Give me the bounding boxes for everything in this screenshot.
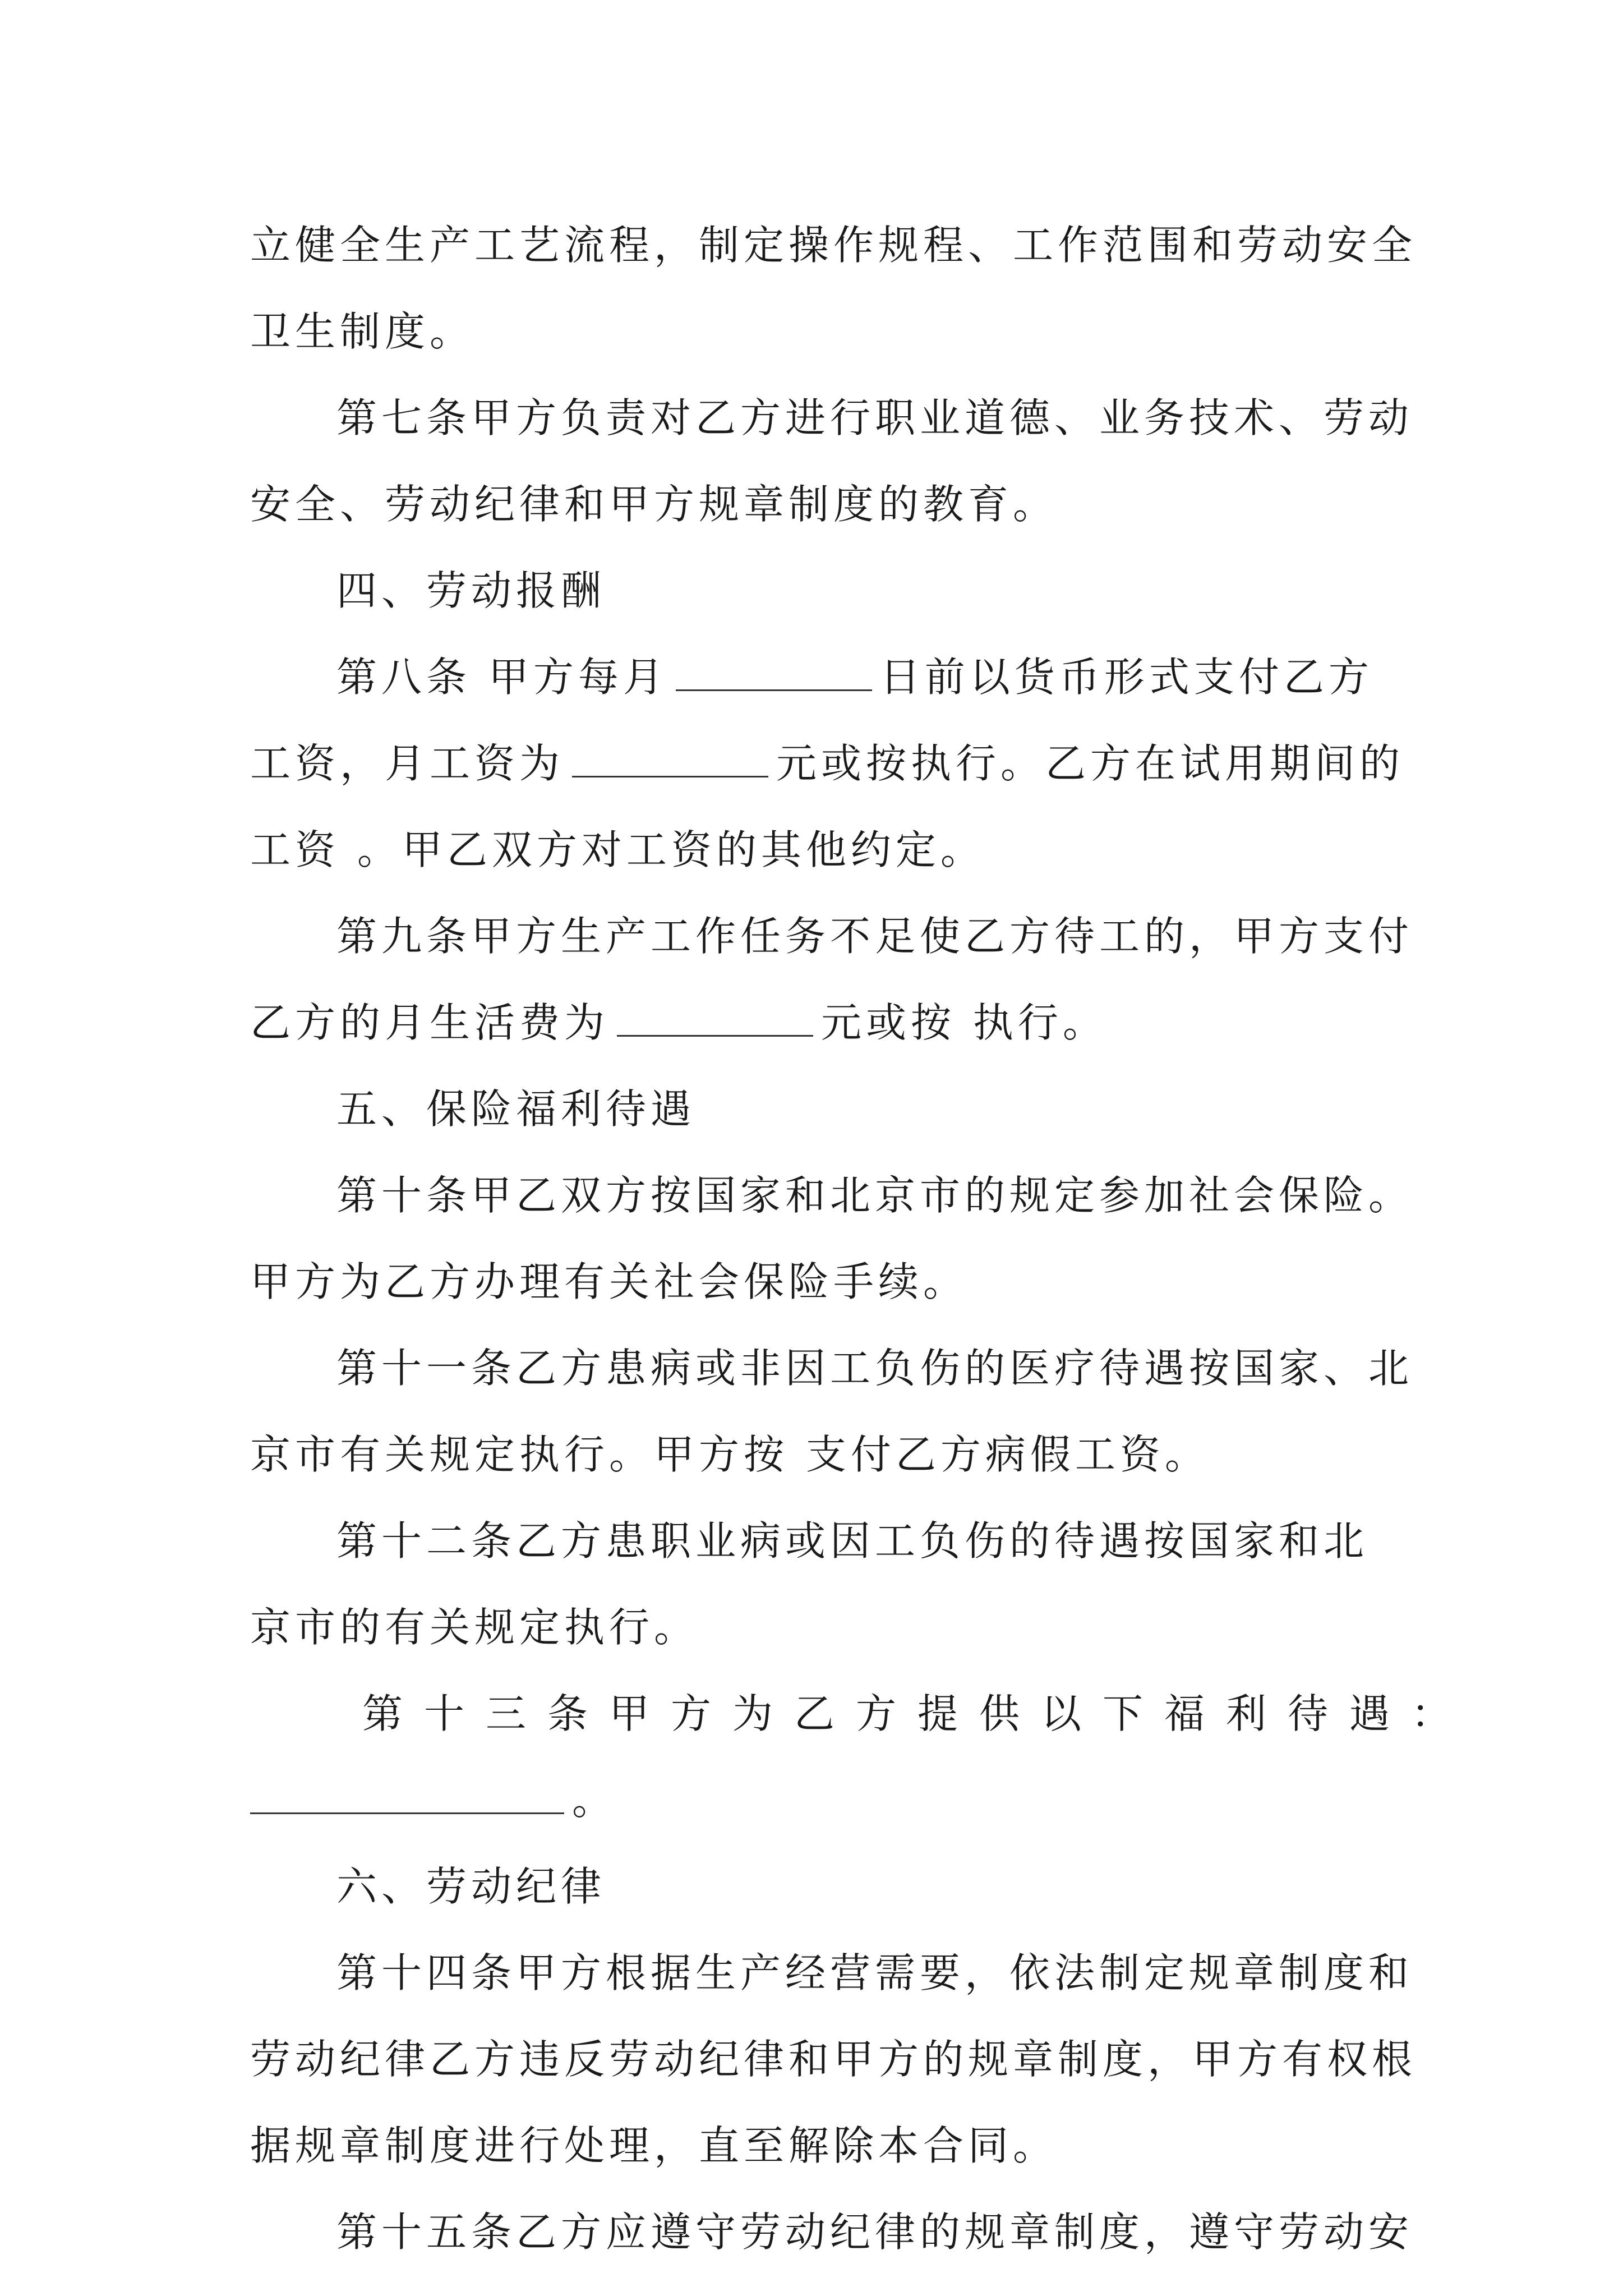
article-8-line (250, 634, 1383, 720)
text-line (250, 720, 1405, 807)
line-text: 劳动纪律乙方违反劳动纪律和甲方的规章制度，甲方有权根 (250, 2036, 1417, 2083)
line-text: 据规章制度进行处理，直至解除本合同。 (250, 2122, 1058, 2169)
line-text: 工资 。甲乙双方对工资的其他约定。 (250, 826, 985, 873)
article-7-line (250, 375, 1414, 461)
article-11-line (250, 1325, 1414, 1411)
text-line (250, 2102, 1383, 2189)
line-text: 元或按执行。乙方在试用期间的 (776, 740, 1405, 787)
line-text: 日前以货币形式支付乙方 (879, 654, 1373, 701)
line-text: 立健全生产工艺流程，制定操作规程、工作范围和劳动安全 (250, 222, 1417, 269)
article-9-line (250, 893, 1414, 979)
text-line (250, 1757, 1383, 1843)
fill-in-blank-benefits[interactable] (250, 1778, 564, 1814)
fill-in-blank-living-allowance[interactable] (617, 1000, 813, 1037)
text-line (250, 1239, 1383, 1325)
line-text: 安全、劳动纪律和甲方规章制度的教育。 (250, 481, 1058, 528)
text-line (250, 807, 1383, 893)
article-12-line (250, 1498, 1383, 1584)
line-text: 第十四条甲方根据生产经营需要，依法制定规章制度和 (336, 1949, 1414, 1996)
article-14-line (250, 1930, 1414, 2016)
heading-text: 四、劳动报酬 (336, 567, 606, 614)
line-text: 第十二条乙方患职业病或因工负伤的待遇按国家和北 (336, 1517, 1369, 1565)
heading-text: 五、保险福利待遇 (336, 1085, 696, 1133)
text-line (250, 1411, 1383, 1498)
line-text: 第十五条乙方应遵守劳动纪律的规章制度，遵守劳动安 (336, 2208, 1414, 2256)
article-15-line (250, 2189, 1414, 2275)
line-text: 第九条甲方生产工作任务不足使乙方待工的，甲方支付 (336, 913, 1414, 960)
line-text: 第八条 甲方每月 (336, 654, 668, 701)
section-heading-remuneration (250, 547, 1383, 634)
line-text: 元或按 执行。 (821, 999, 1108, 1046)
line-text: 乙方的月生活费为 (250, 999, 610, 1046)
line-text: 。 (572, 1777, 617, 1824)
line-text: 第十一条乙方患病或非因工负伤的医疗待遇按国家、北 (336, 1345, 1414, 1392)
line-text: 卫生制度。 (250, 308, 475, 355)
section-heading-insurance (250, 1066, 1383, 1152)
fill-in-blank-pay-day[interactable] (676, 655, 872, 691)
contract-text (250, 202, 1473, 2275)
line-text: 工资，月工资为 (250, 740, 565, 787)
line-text: 甲方为乙方办理有关社会保险手续。 (250, 1258, 969, 1305)
line-text: 第十三条甲方为乙方提供以下福利待遇： (362, 1690, 1473, 1737)
text-line (250, 979, 1383, 1066)
text-line (250, 1584, 1383, 1671)
fill-in-blank-monthly-wage[interactable] (572, 741, 768, 777)
heading-text: 六、劳动纪律 (336, 1863, 606, 1910)
text-line (250, 2016, 1417, 2102)
section-heading-discipline (250, 1843, 1383, 1930)
line-text: 第七条甲方负责对乙方进行职业道德、业务技术、劳动 (336, 394, 1414, 441)
line-text: 京市有关规定执行。甲方按 支付乙方病假工资。 (250, 1431, 1210, 1478)
article-13-line (250, 1671, 1473, 1757)
text-line (250, 202, 1417, 288)
text-line (250, 288, 1383, 375)
line-text: 第十条甲乙双方按国家和北京市的规定参加社会保险。 (336, 1172, 1414, 1219)
article-10-line (250, 1152, 1414, 1239)
line-text: 京市的有关规定执行。 (250, 1604, 699, 1651)
text-line (250, 461, 1383, 547)
